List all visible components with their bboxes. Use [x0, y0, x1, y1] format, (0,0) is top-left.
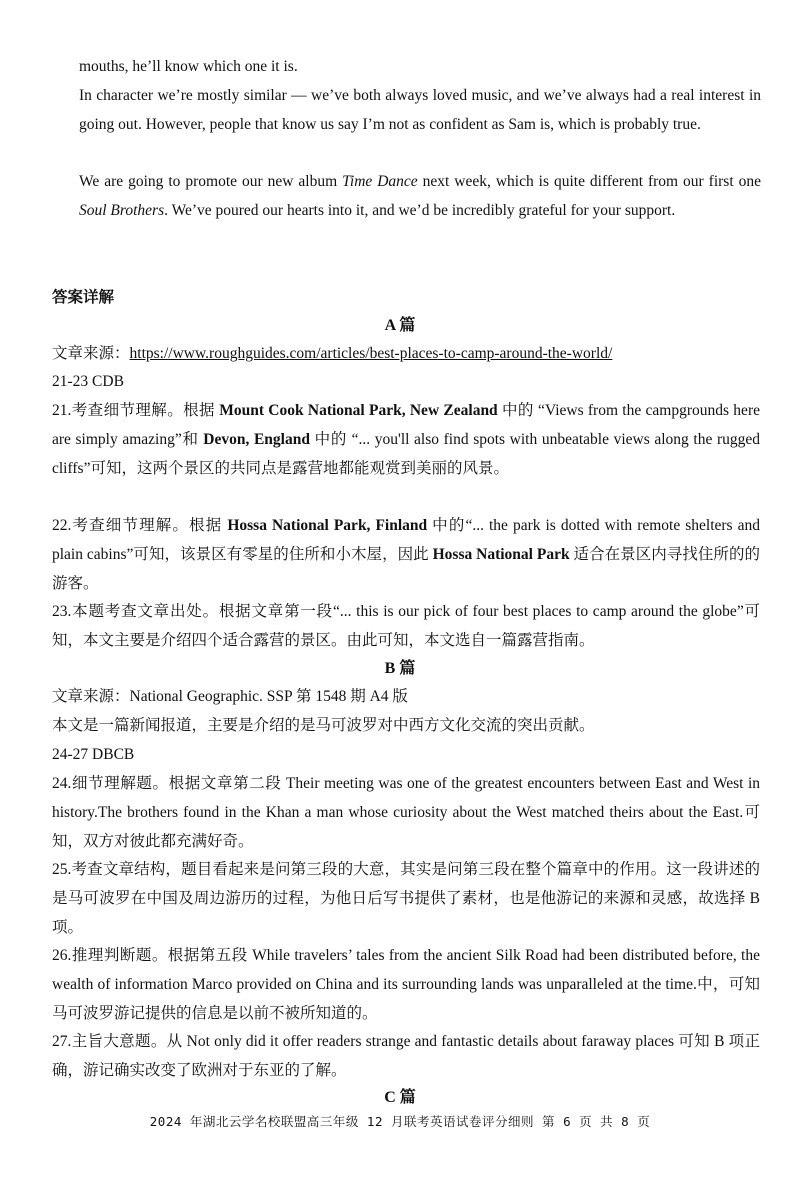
- section-b-summary: 本文是一篇新闻报道，主要是介绍的是马可波罗对中西方文化交流的突出贡献。: [52, 717, 595, 734]
- section-a-key: 21-23 CDB: [52, 373, 124, 390]
- answer-22: 22.考查细节理解。根据 Hossa National Park, Finland 中的“... the park is dotted with remote shelters and plain cabins”可知，该景区有零星的住所和小木屋，因此 Hossa National Park 适合在景区内寻找住所的的游客。: [52, 517, 760, 592]
- answer-26: 26.推理判断题。根据第五段 While travelers’ tales from the ancient Silk Road had been distributed before, the wealth of information Marco provided on China and its surrounding lands was unparalleled at the time.中，可知马可波罗游记提供的信息是以前不被所知道的。: [52, 947, 760, 1022]
- section-a-source: 文章来源：https://www.roughguides.com/articles/best-places-to-camp-around-the-world/: [52, 345, 613, 362]
- section-c-title: C 篇: [384, 1089, 416, 1106]
- passage-line-1: mouths, he’ll know which one it is.: [79, 58, 298, 75]
- passage-paragraph-3: We are going to promote our new album Time Dance next week, which is quite different from our first one Soul Brothers. We’ve poured our hearts into it, and we’d be incredibly grateful for your support.: [79, 173, 761, 219]
- page-footer: 2024 年湖北云学名校联盟高三年级 12 月联考英语试卷评分细则 第 6 页 共 8 页: [149, 1114, 651, 1129]
- album-title-soul-brothers: Soul Brothers: [79, 202, 165, 219]
- passage-paragraph-2: In character we’re mostly similar — we’ve both always loved music, and we’ve always had a real interest in going out. However, people that know us say I’m not as confident as Sam is, which is probably true.: [79, 87, 761, 133]
- answer-27: 27.主旨大意题。从 Not only did it offer readers strange and fantastic details about faraway places 可知 B 项正确，游记确实改变了欧洲对于东亚的了解。: [52, 1033, 760, 1079]
- answer-23: 23.本题考查文章出处。根据文章第一段“... this is our pick of four best places to camp around the globe”可知，本文主要是介绍四个适合露营的景区。由此可知，本文选自一篇露营指南。: [52, 603, 760, 649]
- answers-heading: 答案详解: [52, 289, 115, 306]
- source-link[interactable]: https://www.roughguides.com/articles/best-places-to-camp-around-the-world/: [129, 345, 613, 362]
- section-b-key: 24-27 DBCB: [52, 746, 135, 763]
- answer-25: 25.考查文章结构，题目看起来是问第三段的大意，其实是问第三段在整个篇章中的作用。这一段讲述的是马可波罗在中国及周边游历的过程，为他日后写书提供了素材，也是他游记的来源和灵感，故选择 B 项。: [52, 861, 760, 936]
- album-title-time-dance: Time Dance: [342, 173, 418, 190]
- section-b-source: 文章来源：National Geographic. SSP 第 1548 期 A4 版: [52, 688, 408, 705]
- answer-24: 24.细节理解题。根据文章第二段 Their meeting was one of the greatest encounters between East and West in history.The brothers found in the Khan a man whose curiosity about the West matched theirs about the East.可知，双方对彼此都充满好奇。: [52, 775, 760, 850]
- section-b-title: B 篇: [384, 660, 416, 677]
- answer-21: 21.考查细节理解。根据 Mount Cook National Park, New Zealand 中的 “Views from the campgrounds here are simply amazing”和 Devon, England 中的 “... you'll also find spots with unbeatable views along the rugged cliffs”可知，这两个景区的共同点是露营地都能观赏到美丽的风景。: [52, 402, 760, 477]
- section-a-title: A 篇: [384, 317, 416, 334]
